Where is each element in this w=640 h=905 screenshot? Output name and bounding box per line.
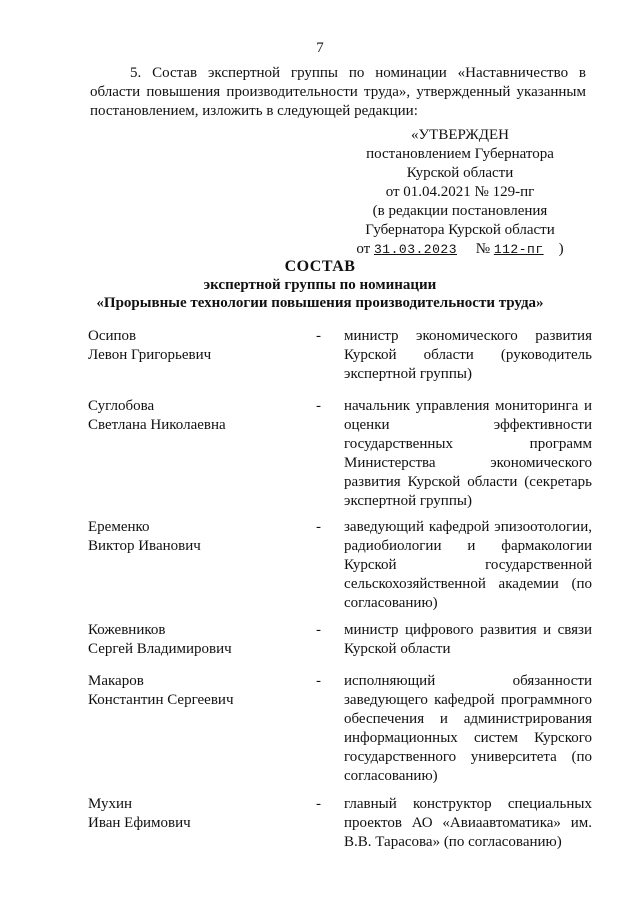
approval-block	[340, 126, 580, 259]
approval-date-line	[340, 240, 580, 259]
heading-nomination: «Прорывные технологии повышения производительности труда»	[96, 295, 544, 311]
page-number: 7	[316, 40, 324, 56]
member-dash: -	[316, 328, 321, 344]
heading-subtitle: экспертной группы по номинации	[203, 277, 437, 293]
approval-line-1: «УТВЕРЖДЕН	[411, 127, 509, 143]
member-given-name: Виктор Иванович	[88, 538, 201, 554]
heading-title: СОСТАВ	[284, 258, 356, 275]
intro-paragraph	[90, 64, 586, 121]
date-value: 31.03.2023	[373, 242, 457, 257]
member-surname: Макаров	[88, 673, 144, 689]
member-dash: -	[316, 622, 321, 638]
member-role: заведующий кафедрой эпизоотологии, радиобиологии и фармакологии Курской государственной сельскохозяйственной академии (по согласованию)	[344, 519, 592, 611]
member-name	[88, 672, 308, 710]
member-name	[88, 621, 308, 659]
member-role: министр экономического развития Курской области (руководитель экспертной группы)	[344, 328, 592, 382]
approval-line-3: Курской области	[406, 165, 514, 181]
member-dash: -	[316, 796, 321, 812]
member-name	[88, 518, 308, 556]
member-dash: -	[316, 673, 321, 689]
member-role: начальник управления мониторинга и оценки эффективности государственных программ Министерства экономического развития Курской области (секретарь экспертной группы)	[344, 398, 592, 509]
member-role: исполняющий обязанности заведующего кафедрой программного обеспечения и администрирования информационных систем Курского государственного университета (по согласованию)	[344, 673, 592, 784]
number-prefix: №	[475, 241, 491, 257]
approval-line-4: от 01.04.2021 № 129-пг	[385, 184, 535, 200]
member-surname: Еременко	[88, 519, 150, 535]
document-heading	[0, 258, 640, 312]
approval-line-5: (в редакции постановления	[372, 203, 548, 219]
closing-bracket: )	[558, 241, 564, 257]
member-surname: Осипов	[88, 328, 137, 344]
member-surname: Суглобова	[88, 398, 155, 414]
date-prefix: от	[356, 241, 371, 257]
member-surname: Кожевников	[88, 622, 166, 638]
member-given-name: Светлана Николаевна	[88, 417, 226, 433]
member-given-name: Константин Сергеевич	[88, 692, 234, 708]
member-surname: Мухин	[88, 796, 133, 812]
member-name	[88, 795, 308, 833]
member-role: главный конструктор специальных проектов АО «Авиаавтоматика» им. В.В. Тарасова» (по согласованию)	[344, 796, 592, 850]
member-dash: -	[316, 519, 321, 535]
member-role: министр цифрового развития и связи Курской области	[344, 622, 592, 657]
member-given-name: Левон Григорьевич	[88, 347, 212, 363]
intro-text: 5. Состав экспертной группы по номинации «Наставничество в области повышения производительности труда», утвержденный указанным постановлением, изложить в следующей редакции:	[90, 65, 586, 119]
member-given-name: Сергей Владимирович	[88, 641, 232, 657]
member-dash: -	[316, 398, 321, 414]
approval-line-6: Губернатора Курской области	[365, 222, 555, 238]
member-name	[88, 327, 308, 365]
approval-line-2: постановлением Губернатора	[366, 146, 554, 162]
member-given-name: Иван Ефимович	[88, 815, 191, 831]
number-value: 112-пг	[493, 242, 544, 257]
member-name	[88, 397, 308, 435]
